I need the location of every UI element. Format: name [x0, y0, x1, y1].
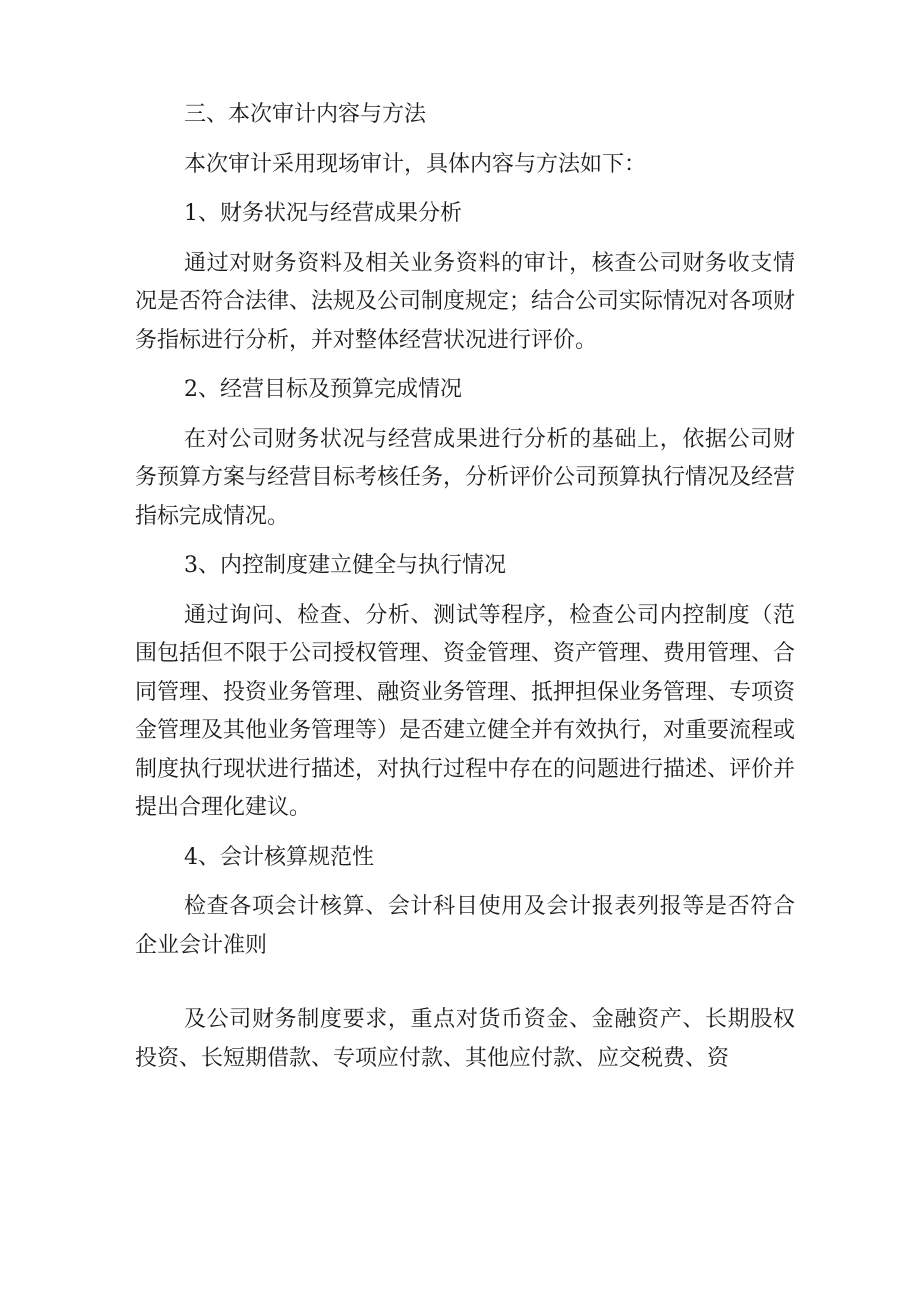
section-heading: 三、本次审计内容与方法: [184, 102, 427, 127]
item-1-heading: 1、财务状况与经营成果分析: [184, 201, 462, 226]
item-2-body: 在对公司财务状况与经营成果进行分析的基础上，依据公司财务预算方案与经营目标考核任务，分析评价公司预算执行情况及经营指标完成情况。: [135, 426, 796, 529]
item-4-continued: 及公司财务制度要求，重点对货币资金、金融资产、长期股权投资、长短期借款、专项应付款、其他应付款、应交税费、资: [135, 1007, 795, 1071]
item-4-heading: 4、会计核算规范性: [184, 844, 374, 870]
item-3-heading: 3、内控制度建立健全与执行情况: [184, 553, 506, 578]
item-2-heading: 2、经营目标及预算完成情况: [184, 377, 462, 402]
document-body: [135, 96, 795, 1089]
item-3-body: 通过询问、检查、分析、测试等程序，检查公司内控制度（范围包括但不限于公司授权管理、资金管理、资产管理、费用管理、合同管理、投资业务管理、融资业务管理、抵押担保业务管理、专项资金管理及其他业务管理等）是否建立健全并有效执行，对重要流程或制度执行现状进行描述，对执行过程中存在的问题进行描述、评价并提出合理化建议。: [135, 602, 796, 820]
intro-paragraph: 本次审计采用现场审计，具体内容与方法如下：: [184, 151, 647, 177]
item-1-body: 通过对财务资料及相关业务资料的审计，核查公司财务收支情况是否符合法律、法规及公司制度规定；结合公司实际情况对各项财务指标进行分析，并对整体经营状况进行评价。: [135, 250, 796, 353]
item-4-body: 检查各项会计核算、会计科目使用及会计报表列报等是否符合企业会计准则: [135, 894, 795, 958]
